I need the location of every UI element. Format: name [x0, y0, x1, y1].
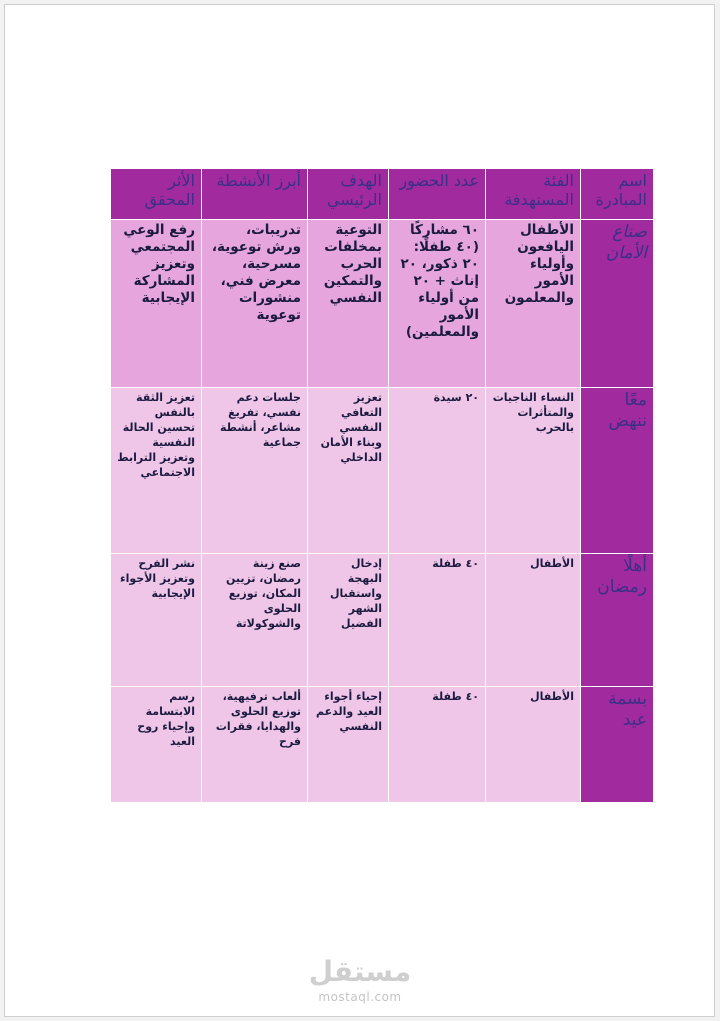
initiatives-table	[110, 168, 654, 803]
table-row	[111, 554, 654, 687]
table-row	[111, 687, 654, 803]
row-attendance: ٦٠ مشاركًا (٤٠ طفلًا: ٢٠ ذكور، ٢٠ إناث + ٢٠ من أولياء الأمور والمعلمين)	[389, 220, 486, 388]
row-target-group: الأطفال اليافعون وأولياء الأمور والمعلمون	[486, 220, 581, 388]
header-initiative-name: اسم المبادرة	[581, 169, 654, 220]
header-target-group: الفئة المستهدفة	[486, 169, 581, 220]
row-activities: جلسات دعم نفسي، تفريغ مشاعر، أنشطة جماعية	[202, 388, 308, 554]
table-header-row	[111, 169, 654, 220]
row-target-group: النساء الناجيات والمتأثرات بالحرب	[486, 388, 581, 554]
row-initiative-name: معًا ننهض	[581, 388, 654, 554]
row-impact: رفع الوعي المجتمعي وتعزيز المشاركة الإيجابية	[111, 220, 202, 388]
row-main-goal: إحياء أجواء العيد والدعم النفسي	[308, 687, 389, 803]
row-attendance: ٤٠ طفلة	[389, 554, 486, 687]
row-initiative-name: بسمة عيد	[581, 687, 654, 803]
table-row	[111, 220, 654, 388]
row-main-goal: إدخال البهجة واستقبال الشهر الفضيل	[308, 554, 389, 687]
row-activities: صنع زينة رمضان، تزيين المكان، توزيع الحلوى والشوكولاتة	[202, 554, 308, 687]
table-row	[111, 388, 654, 554]
row-attendance: ٤٠ طفلة	[389, 687, 486, 803]
header-activities: أبرز الأنشطة	[202, 169, 308, 220]
row-activities: ألعاب ترفيهية، توزيع الحلوى والهدايا، فقرات فرح	[202, 687, 308, 803]
watermark-logo: مستقل	[308, 955, 412, 988]
row-initiative-name: أهلًا رمضان	[581, 554, 654, 687]
header-impact: الأثر المحقق	[111, 169, 202, 220]
header-main-goal: الهدف الرئيسي	[308, 169, 389, 220]
header-attendance: عدد الحضور	[389, 169, 486, 220]
row-impact: تعزيز الثقة بالنفس تحسين الحالة النفسية وتعزيز الترابط الاجتماعي	[111, 388, 202, 554]
watermark-url: mostaql.com	[318, 990, 402, 1004]
row-main-goal: التوعية بمخلفات الحرب والتمكين النفسي	[308, 220, 389, 388]
row-target-group: الأطفال	[486, 554, 581, 687]
row-impact: رسم الابتسامة وإحياء روح العيد	[111, 687, 202, 803]
row-attendance: ٢٠ سيدة	[389, 388, 486, 554]
row-main-goal: تعزيز التعافي النفسي وبناء الأمان الداخلي	[308, 388, 389, 554]
row-activities: تدريبات، ورش توعوية، مسرحية، معرض فني، منشورات توعوية	[202, 220, 308, 388]
row-impact: نشر الفرح وتعزيز الأجواء الإيجابية	[111, 554, 202, 687]
row-initiative-name: صناع الأمان	[581, 220, 654, 388]
row-target-group: الأطفال	[486, 687, 581, 803]
